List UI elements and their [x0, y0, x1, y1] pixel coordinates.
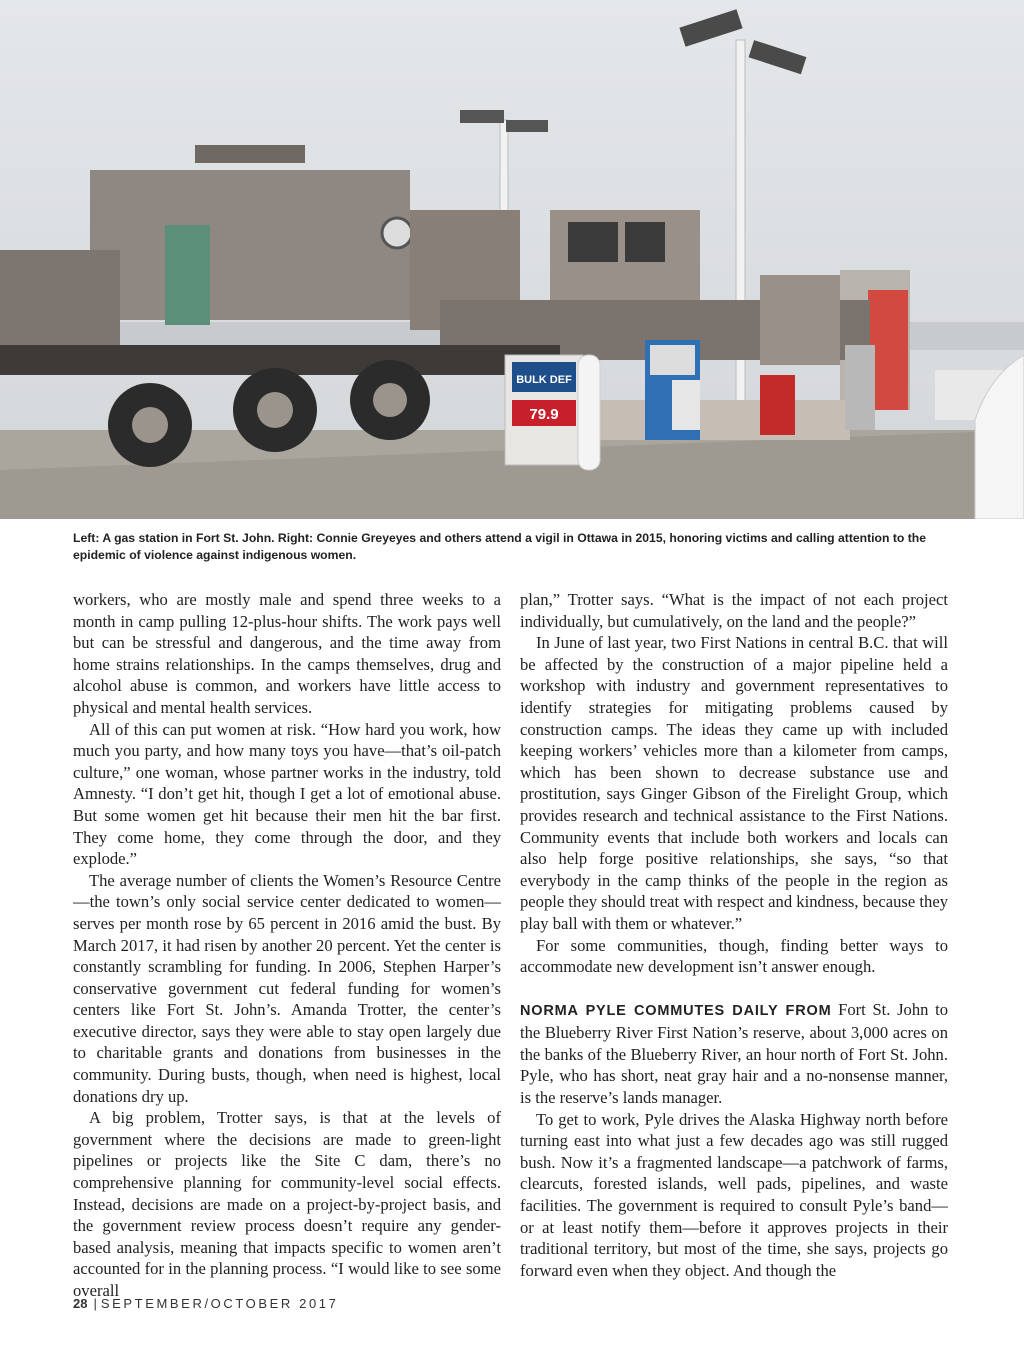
- photo-illustration: [0, 0, 1024, 519]
- body-paragraph: The average number of clients the Women’s Resource Centre—the town’s only social service center dedicated to women—serves per month rose by 65 percent in 2016 amid the bust. By March 2017, it had risen by another 20 percent. Yet the center is constantly scrambling for funding. In 2006, Stephen Harper’s conservative government cut federal funding for women’s centers like Fort St. John’s. Amanda Trotter, the center’s executive director, says they were able to stay open largely due to charitable grants and donations from businesses in the community. During busts, though, when need is highest, local donations dry up.: [73, 870, 501, 1106]
- footer-divider: |: [93, 1296, 97, 1311]
- body-paragraph: A big problem, Trotter says, is that at the levels of government where the decisions are made to green-light pipelines or projects like the Site C dam, there’s no comprehensive planning for community-level social effects. Instead, decisions are made on a project-by-project basis, and the government review process doesn’t require any gender-based analysis, meaning that impacts specific to women aren’t accounted for in the planning process. “I would like to see some overall: [73, 1108, 501, 1300]
- section-lead-paragraph: [520, 999, 948, 1109]
- body-paragraph: plan,” Trotter says. “What is the impact of not each project individually, but cumulatively, on the land and the people?”: [520, 590, 948, 631]
- page-number: 28: [73, 1296, 88, 1311]
- def-price: 79.9: [529, 406, 559, 423]
- photo-caption: Left: A gas station in Fort St. John. Right: Connie Greyeyes and others attend a vigil in Ottawa in 2015, honoring victims and calling attention to the epidemic of violence against indigenous women.: [73, 531, 926, 562]
- truck-engine: [90, 170, 410, 320]
- fuel-pump: [845, 345, 875, 430]
- body-paragraph: workers, who are mostly male and spend three weeks to a month in camp pulling 12-plus-hour shifts. The work pays well but can be stressful and dangerous, and the time away from home strains relationships. In the camps themselves, drug and alcohol abuse is common, and workers have little access to physical and mental health services.: [73, 590, 501, 717]
- lead-paragraph-text: Fort St. John to the Blueberry River First Nation’s reserve, about 3,000 acres on the banks of the Blueberry River, an hour north of Fort St. John. Pyle, who has short, neat gray hair and a no-nonsense manner, is the reserve’s lands manager.: [520, 999, 949, 1108]
- gas-station-photo: [0, 0, 1024, 519]
- left-column: [73, 589, 501, 1302]
- issue-date: SEPTEMBER/OCTOBER 2017: [100, 1296, 339, 1311]
- body-paragraph: In June of last year, two First Nations in central B.C. that will be affected by the construction of a major pipeline held a workshop with industry and government representatives to identify strategies for mitigating problems caused by construction camps. The ideas they came up with included keeping workers’ vehicles more than a kilometer from camps, which has been shown to decrease substance use and prostitution, says Ginger Gibson of the Firelight Group, which provides research and technical assistance to the First Nations. Community events that include both workers and locals can also help forge positive relationships, she says, “so that everybody in the camp thinks of the people in the region as people they should treat with respect and kindness, because they play ball with them or whatever.”: [520, 633, 948, 933]
- section-break: [520, 978, 948, 999]
- bulk-def-sign: [505, 355, 583, 465]
- body-paragraph: To get to work, Pyle drives the Alaska Highway north before turning east into what just a few decades ago was still rugged bush. Now it’s a fragmented landscape—a patchwork of farms, clearcuts, forested islands, well pads, pipelines, and waste facilities. The government is required to consult Pyle’s band—or at least notify them—before it approves projects in their traditional territory, but most of the time, she says, projects go forward even when they object. And though the: [520, 1109, 948, 1280]
- page-footer: [73, 1296, 338, 1311]
- body-paragraph: For some communities, though, finding better ways to accommodate new development isn’t answer enough.: [520, 935, 948, 977]
- body-paragraph: All of this can put women at risk. “How hard you work, how much you party, and how many toys you have—that’s oil-patch culture,” one woman, whose partner works in the industry, told Amnesty. “I don’t get hit, though I get a lot of emotional abuse. But some women get hit because their men hit the bar first. They come home, they come through the door, and they explode.”: [73, 719, 501, 869]
- right-column: [520, 589, 948, 1281]
- bulk-def-label: BULK DEF: [516, 374, 572, 386]
- section-lead-in: NORMA PYLE COMMUTES DAILY FROM: [520, 1002, 832, 1019]
